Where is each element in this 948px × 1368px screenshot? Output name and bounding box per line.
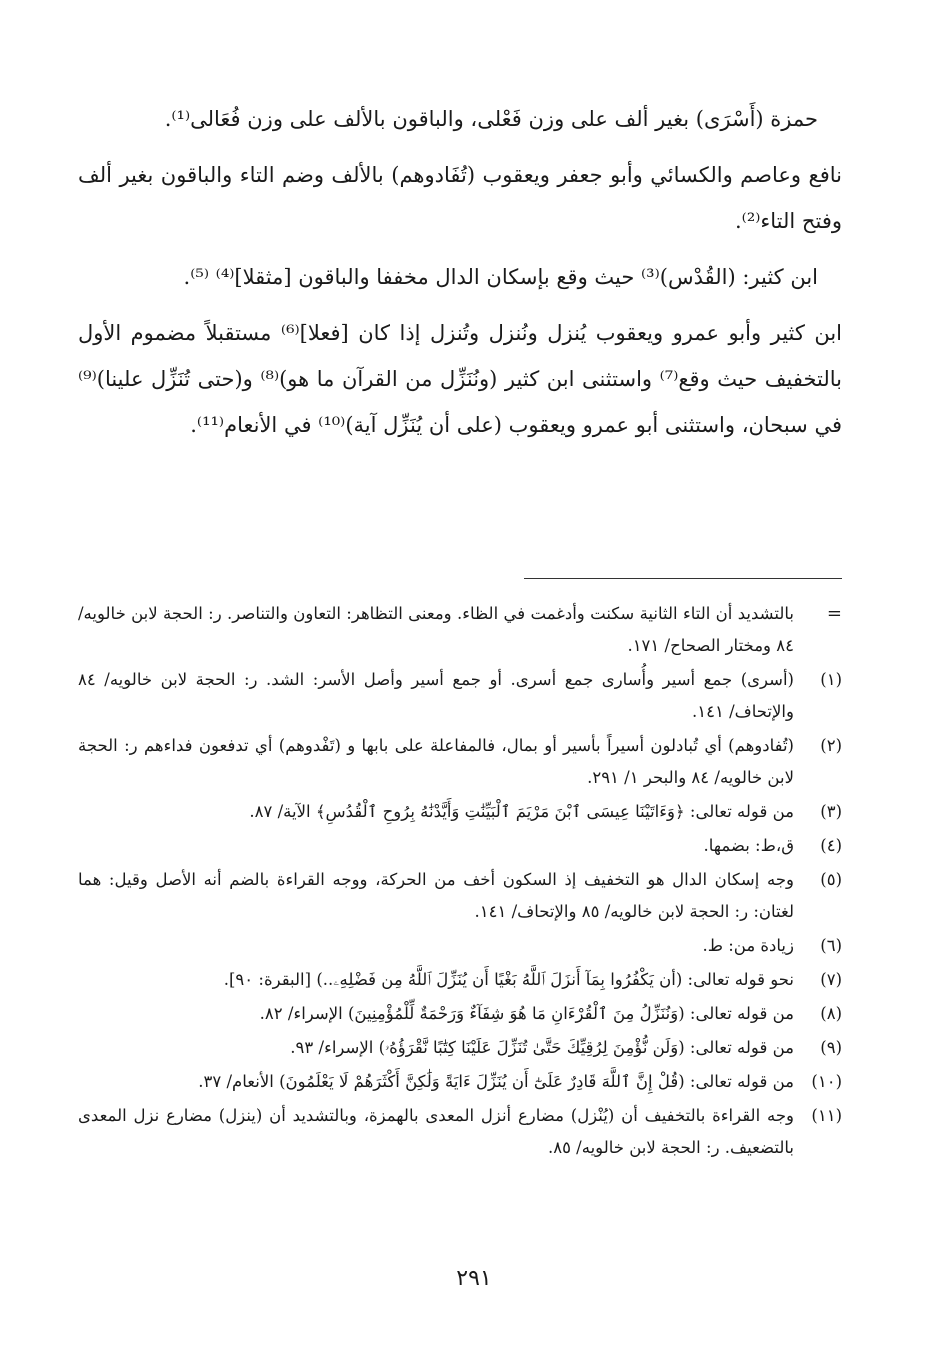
- paragraph-1: حمزة (أَسْرَى) بغير ألف على وزن فَعْلى، والباقون بالألف على وزن فُعَالى⁽¹⁾.: [164, 107, 818, 131]
- footnote-2: [78, 730, 842, 794]
- footnote-text: ق،ط: بضمها.: [703, 836, 794, 855]
- footnote-text: من قوله تعالى: (وَلَن نُّؤْمِنَ لِرُقِيِّكَ حَتَّىٰ تُنَزِّلَ عَلَيْنَا كِتَٰبًا نَّقْرَؤُهُۥ) الإسراء/ ٩٣.: [290, 1038, 794, 1057]
- paragraph-4: ابن كثير وأبو عمرو ويعقوب يُنزل ونُنزل وتُنزل إذا كان [فعلا]⁽⁶⁾ مستقبلاً مضموم الأول بالتخفيف حيث وقع⁽⁷⁾ واستثنى ابن كثير (ونُنَزِّل من القرآن ما هو)⁽⁸⁾ و(حتى تُنَزِّل علينا)⁽⁹⁾ في سبحان، واستثنى أبو عمرو ويعقوب (على أن يُنَزِّل آية)⁽¹⁰⁾ في الأنعام⁽¹¹⁾.: [78, 321, 843, 437]
- footnote-text: بالتشديد أن التاء الثانية سكنت وأدغمت في الظاء. ومعنى التظاهر: التعاون والتناصر. ر: الحجة لابن خالويه/ ٨٤ ومختار الصحاح/ ١٧١.: [78, 604, 794, 655]
- footnote-divider: [524, 578, 842, 579]
- footnote-number: =: [826, 603, 842, 624]
- page-number: ٢٩١: [456, 1266, 492, 1291]
- footnote-9: [78, 1032, 842, 1064]
- footnote-7: [78, 964, 842, 996]
- footnote-number: (٥): [820, 870, 842, 889]
- footnote-text: وجه القراءة بالتخفيف أن (يُنْزل) مضارع أنزل المعدى بالهمزة، وبالتشديد أن (ينزل) مضارع نزل المعدى بالتضعيف. ر: الحجة لابن خالويه/ ٨٥.: [78, 1106, 794, 1157]
- footnote-text: زيادة من: ط.: [702, 936, 794, 955]
- footnote-5: [78, 864, 842, 928]
- footnote-text: من قوله تعالى: ﴿وَءَاتَيْنَا عِيسَى ٱبْنَ مَرْيَمَ ٱلْبَيِّنَٰتِ وَأَيَّدْنَٰهُ بِرُوحِ ٱلْقُدُسِ﴾ الآية/ ٨٧.: [249, 802, 794, 821]
- footnote-number: (١٠): [811, 1072, 842, 1091]
- footnote-number: (٣): [820, 802, 842, 821]
- footnote-3: [78, 796, 842, 828]
- footnote-text: (تُفادوهم) أي تُبادلون أسيراً بأسير أو بمال، فالمفاعلة على بابها و (تَفْدوهم) أي تدفعون فداءهم ر: الحجة لابن خالويه/ ٨٤ والبحر ١/ ٢٩١.: [78, 736, 794, 787]
- paragraph-3: ابن كثير: (القُدْس)⁽³⁾ حيث وقع بإسكان الدال مخففا والباقون [مثقلا]⁽⁴⁾ ⁽⁵⁾.: [183, 265, 818, 289]
- footnote-number: (٨): [820, 1004, 842, 1023]
- footnote-number: (١١): [811, 1106, 842, 1125]
- paragraph-2: نافع وعاصم والكسائي وأبو جعفر ويعقوب (تُفَادوهم) بالألف وضم التاء والباقون بغير ألف وفتح التاء⁽²⁾.: [78, 163, 842, 233]
- footnote-number: (٢): [820, 736, 842, 755]
- footnote-4: [78, 830, 842, 862]
- main-text: [78, 96, 842, 458]
- footnote-10: [78, 1066, 842, 1098]
- footnote-text: من قوله تعالى: (قُلْ إِنَّ ٱللَّهَ قَادِرٌ عَلَىٰٓ أَن يُنَزِّلَ ءَايَةً وَلَٰكِنَّ أَكْثَرَهُمْ لَا يَعْلَمُونَ) الأنعام/ ٣٧.: [198, 1072, 794, 1091]
- footnotes: [78, 598, 842, 1166]
- footnote-11: [78, 1100, 842, 1164]
- footnote-continued: [78, 598, 842, 662]
- footnote-number: (٩): [820, 1038, 842, 1057]
- footnote-number: (٧): [820, 970, 842, 989]
- footnote-text: وجه إسكان الدال هو التخفيف إذ السكون أخف من الحركة، ووجه القراءة بالضم أنه الأصل وقيل: هما لغتان: ر: الحجة لابن خالويه/ ٨٥ والإتحاف/ ١٤١.: [78, 870, 794, 921]
- footnote-number: (٦): [820, 936, 842, 955]
- footnote-text: نحو قوله تعالى: (أن يَكْفُرُوا بِمَآ أَنزَلَ ٱللَّهُ بَغْيًا أَن يُنَزِّلَ ٱللَّهُ مِن فَضْلِهِۦ..) [البقرة: ٩٠].: [223, 970, 794, 989]
- footnote-1: [78, 664, 842, 728]
- footnote-number: (٤): [820, 836, 842, 855]
- footnote-text: من قوله تعالى: (وَنُنَزِّلُ مِنَ ٱلْقُرْءَانِ مَا هُوَ شِفَآءٌ وَرَحْمَةٌ لِّلْمُؤْمِنِينَ) الإسراء/ ٨٢.: [259, 1004, 794, 1023]
- footnote-text: (أسرى) جمع أسير وأُسارى جمع أسرى. أو جمع أسير وأصل الأسر: الشد. ر: الحجة لابن خالويه/ ٨٤ والإتحاف/ ١٤١.: [78, 670, 794, 721]
- footnote-number: (١): [820, 670, 842, 689]
- footnote-6: [78, 930, 842, 962]
- footnote-8: [78, 998, 842, 1030]
